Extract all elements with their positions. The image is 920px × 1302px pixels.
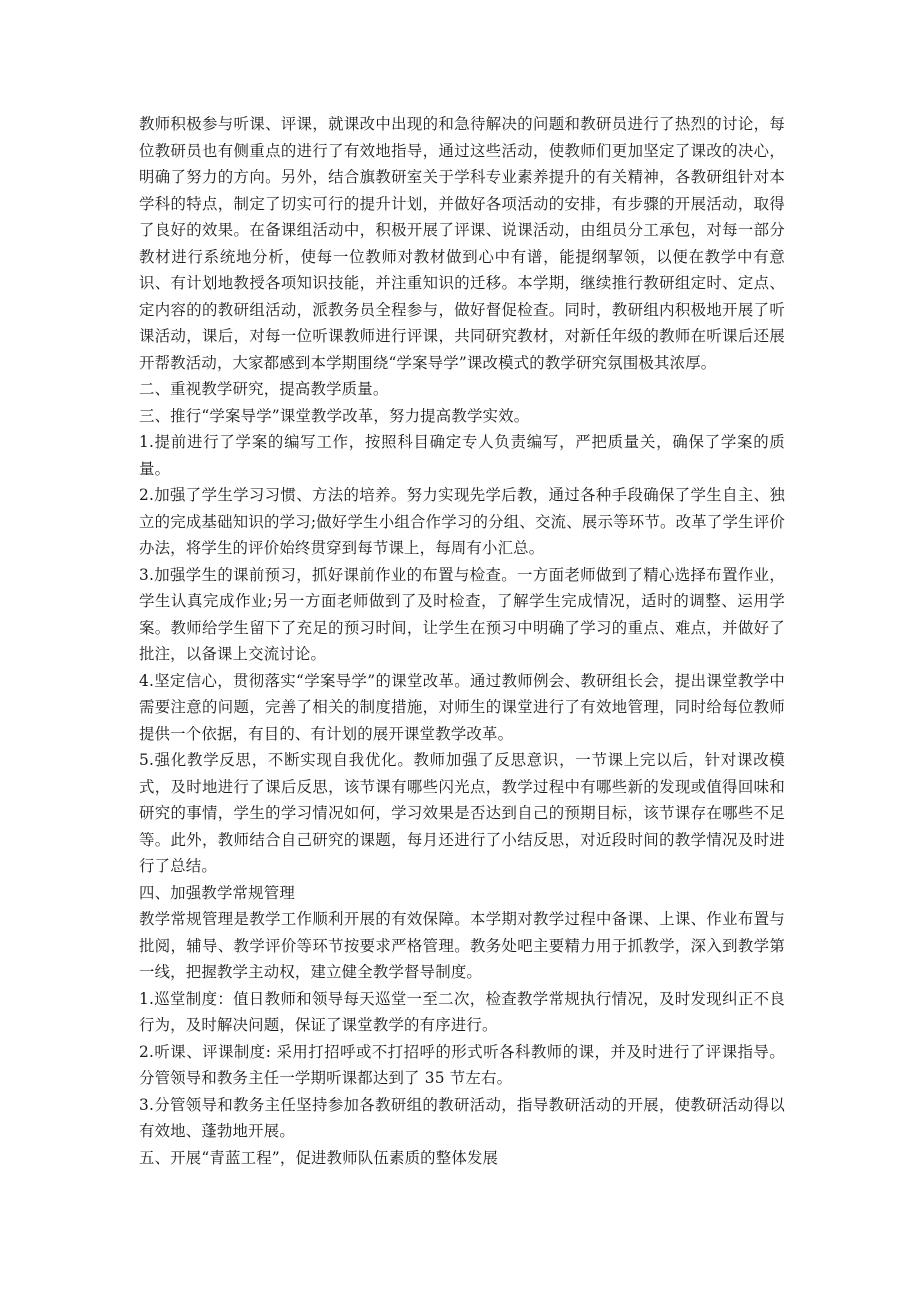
list-item-3-5: 5.强化教学反思，不断实现自我优化。教师加强了反思意识，一节课上完以后，针对课改模式，及时地进行了课后反思，该节课有哪些闪光点，教学过程中有哪些新的发现或值得回味和研究的事情，学生的学习情况如何，学习效果是否达到自己的预期目标，该节课存在哪些不足等。此外，教师结合自己研究的课题，每月还进行了小结反思，对近段时间的教学情况及时进行了总结。 [139, 751, 785, 875]
list-item-3-3: 3.加强学生的课前预习，抓好课前作业的布置与检查。一方面老师做到了精心选择布置作业，学生认真完成作业;另一方面老师做到了及时检查，了解学生完成情况，适时的调整、运用学案。教师给学生留下了充足的预习时间，让学生在预习中明确了学习的重点、难点，并做好了批注，以备课上交流讨论。 [139, 565, 785, 663]
list-item-3-2: 2.加强了学生学习习惯、方法的培养。努力实现先学后教，通过各种手段确保了学生自主、独立的完成基础知识的学习;做好学生小组合作学习的分组、交流、展示等环节。改革了学生评价办法，将学生的评价始终贯穿到每节课上，每周有小汇总。 [139, 486, 785, 557]
list-item-4-1: 1.巡堂制度：值日教师和领导每天巡堂一至二次，检查教学常规执行情况，及时发现纠正不良行为，及时解决问题，保证了课堂教学的有序进行。 [139, 989, 785, 1034]
heading-section-4: 四、加强教学常规管理 [139, 883, 295, 902]
heading-section-2: 二、重视教学研究，提高教学质量。 [139, 380, 389, 398]
paragraph-teaching-research: 教师积极参与听课、评课，就课改中出现的和急待解决的问题和教研员进行了热烈的讨论，每位教研员也有侧重点的进行了有效地指导，通过这些活动，使教师们更加坚定了课改的决心，明确了努力的方向。另外，结合旗教研室关于学科专业素养提升的有关精神，各教研组针对本学科的特点，制定了切实可行的提升计划，并做好各项活动的安排，有步骤的开展活动，取得了良好的效果。在备课组活动中，积极开展了评课、说课活动，由组员分工承包，对每一部分教材进行系统地分析，使每一位教师对教材做到心中有谱，能提纲挈领，以便在教学中有意识、有计划地教授各项知识技能，并注重知识的迁移。本学期，继续推行教研组定时、定点、定内容的的教研组活动，派教务员全程参与，做好督促检查。同时，教研组内积极地开展了听课活动，课后，对每一位听课教师进行评课，共同研究教材，对新任年级的教师在听课后还展开帮教活动，大家都感到本学期围绕“学案导学”课改模式的教学研究氛围极其浓厚。 [139, 115, 785, 372]
paragraph-routine-management: 教学常规管理是教学工作顺利开展的有效保障。本学期对教学过程中备课、上课、作业布置与批阅，辅导、教学评价等环节按要求严格管理。教务处吧主要精力用于抓教学，深入到教学第一线，把握教学主动权，建立健全教学督导制度。 [139, 910, 785, 981]
heading-section-3: 三、推行“学案导学”课堂教学改革，努力提高教学实效。 [139, 406, 530, 425]
list-item-4-3: 3.分管领导和教务主任坚持参加各教研组的教研活动，指导教研活动的开展，使教研活动得以有效地、蓬勃地开展。 [139, 1095, 785, 1140]
list-item-4-2: 2.听课、评课制度: 采用打招呼或不打招呼的形式听各科教师的课，并及时进行了评课指导。分管领导和教务主任一学期听课都达到了 35 节左右。 [139, 1042, 785, 1087]
list-item-3-4: 4.坚定信心，贯彻落实“学案导学”的课堂改革。通过教师例会、教研组长会，提出课堂教学中需要注意的问题，完善了相关的制度措施，对师生的课堂进行了有效地管理，同时给每位教师提供一个依据，有目的、有计划的展开课堂教学改革。 [139, 671, 785, 743]
heading-section-5: 五、开展“青蓝工程”，促进教师队伍素质的整体发展 [139, 1148, 499, 1167]
list-item-3-1: 1.提前进行了学案的编写工作，按照科目确定专人负责编写，严把质量关，确保了学案的质量。 [139, 433, 785, 478]
document-body [139, 111, 785, 1171]
